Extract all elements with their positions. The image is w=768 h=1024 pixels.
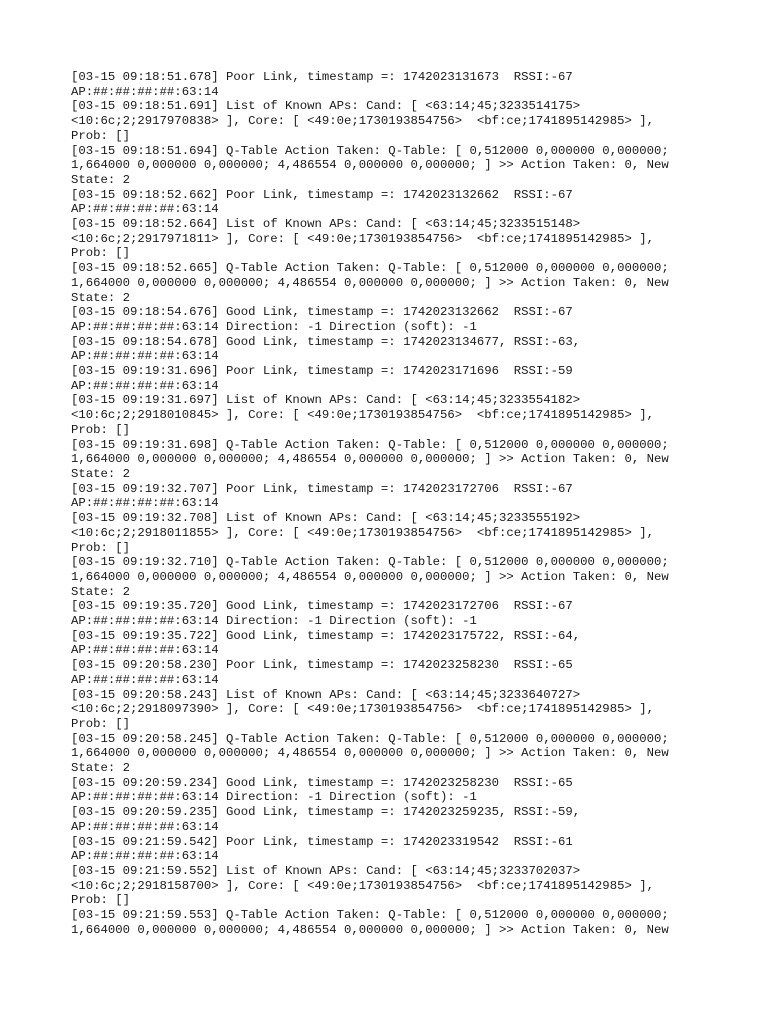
log-entry: [03-15 09:20:58.243] List of Known APs: Cand: [ <63:14;45;3233640727> <10:6c;2;2918097390> ], Core: [ <49:0e;1730193854756> <bf:ce;1741895142985> ], Prob: [] bbox=[71, 687, 654, 731]
log-entry: [03-15 09:19:31.696] Poor Link, timestamp =: 1742023171696 RSSI:-59 AP:##:##:##:##:63:14 bbox=[71, 364, 573, 393]
log-text-block bbox=[71, 70, 761, 937]
log-entry: [03-15 09:20:59.235] Good Link, timestamp =: 1742023259235, RSSI:-59, AP:##:##:##:##:63:14 bbox=[71, 805, 581, 834]
log-entry: [03-15 09:18:51.678] Poor Link, timestamp =: 1742023131673 RSSI:-67 AP:##:##:##:##:63:14 bbox=[71, 70, 573, 99]
log-entry: [03-15 09:19:32.708] List of Known APs: Cand: [ <63:14;45;3233555192> <10:6c;2;2918011855> ], Core: [ <49:0e;1730193854756> <bf:ce;1741895142985> ], Prob: [] bbox=[71, 511, 654, 555]
log-entry: [03-15 09:19:31.697] List of Known APs: Cand: [ <63:14;45;3233554182> <10:6c;2;2918010845> ], Core: [ <49:0e;1730193854756> <bf:ce;1741895142985> ], Prob: [] bbox=[71, 393, 654, 437]
log-entry: [03-15 09:19:35.722] Good Link, timestamp =: 1742023175722, RSSI:-64, AP:##:##:##:##:63:14 bbox=[71, 628, 581, 658]
log-entry: [03-15 09:20:59.234] Good Link, timestamp =: 1742023258230 RSSI:-65 AP:##:##:##:##:63:14 Direction: -1 Direction (soft): -1 bbox=[71, 775, 573, 805]
log-entry: [03-15 09:19:31.698] Q-Table Action Taken: Q-Table: [ 0,512000 0,000000 0,000000; 1,664000 0,000000 0,000000; 4,486554 0,000000 0,000000; ] >> Action Taken: 0, New State: 2 bbox=[71, 437, 669, 481]
log-entry: [03-15 09:18:54.676] Good Link, timestamp =: 1742023132662 RSSI:-67 AP:##:##:##:##:63:14 Direction: -1 Direction (soft): -1 bbox=[71, 305, 573, 334]
log-entry: [03-15 09:19:32.707] Poor Link, timestamp =: 1742023172706 RSSI:-67 AP:##:##:##:##:63:14 bbox=[71, 481, 573, 511]
log-entry: [03-15 09:21:59.542] Poor Link, timestamp =: 1742023319542 RSSI:-61 AP:##:##:##:##:63:14 bbox=[71, 834, 573, 864]
log-entry: [03-15 09:18:51.694] Q-Table Action Taken: Q-Table: [ 0,512000 0,000000 0,000000; 1,664000 0,000000 0,000000; 4,486554 0,000000 0,000000; ] >> Action Taken: 0, New State: 2 bbox=[71, 143, 669, 187]
log-entry: [03-15 09:18:52.662] Poor Link, timestamp =: 1742023132662 RSSI:-67 AP:##:##:##:##:63:14 bbox=[71, 187, 573, 217]
log-entry: [03-15 09:19:35.720] Good Link, timestamp =: 1742023172706 RSSI:-67 AP:##:##:##:##:63:14 Direction: -1 Direction (soft): -1 bbox=[71, 599, 573, 629]
log-entry: [03-15 09:18:54.678] Good Link, timestamp =: 1742023134677, RSSI:-63, AP:##:##:##:##:63:14 bbox=[71, 334, 581, 364]
log-entry: [03-15 09:19:32.710] Q-Table Action Taken: Q-Table: [ 0,512000 0,000000 0,000000; 1,664000 0,000000 0,000000; 4,486554 0,000000 0,000000; ] >> Action Taken: 0, New State: 2 bbox=[71, 555, 669, 599]
log-entry: [03-15 09:18:51.691] List of Known APs: Cand: [ <63:14;45;3233514175> <10:6c;2;2917970838> ], Core: [ <49:0e;1730193854756> <bf:ce;1741895142985> ], Prob: [] bbox=[71, 99, 654, 143]
log-entry: [03-15 09:18:52.665] Q-Table Action Taken: Q-Table: [ 0,512000 0,000000 0,000000; 1,664000 0,000000 0,000000; 4,486554 0,000000 0,000000; ] >> Action Taken: 0, New State: 2 bbox=[71, 261, 669, 305]
log-entry: [03-15 09:20:58.230] Poor Link, timestamp =: 1742023258230 RSSI:-65 AP:##:##:##:##:63:14 bbox=[71, 658, 573, 687]
log-entry: [03-15 09:21:59.553] Q-Table Action Taken: Q-Table: [ 0,512000 0,000000 0,000000; 1,664000 0,000000 0,000000; 4,486554 0,000000 0,000000; ] >> Action Taken: 0, New bbox=[71, 908, 669, 937]
log-entry: [03-15 09:21:59.552] List of Known APs: Cand: [ <63:14;45;3233702037> <10:6c;2;2918158700> ], Core: [ <49:0e;1730193854756> <bf:ce;1741895142985> ], Prob: [] bbox=[71, 863, 654, 908]
log-entry: [03-15 09:18:52.664] List of Known APs: Cand: [ <63:14;45;3233515148> <10:6c;2;2917971811> ], Core: [ <49:0e;1730193854756> <bf:ce;1741895142985> ], Prob: [] bbox=[71, 217, 654, 261]
log-entry: [03-15 09:20:58.245] Q-Table Action Taken: Q-Table: [ 0,512000 0,000000 0,000000; 1,664000 0,000000 0,000000; 4,486554 0,000000 0,000000; ] >> Action Taken: 0, New State: 2 bbox=[71, 731, 669, 776]
